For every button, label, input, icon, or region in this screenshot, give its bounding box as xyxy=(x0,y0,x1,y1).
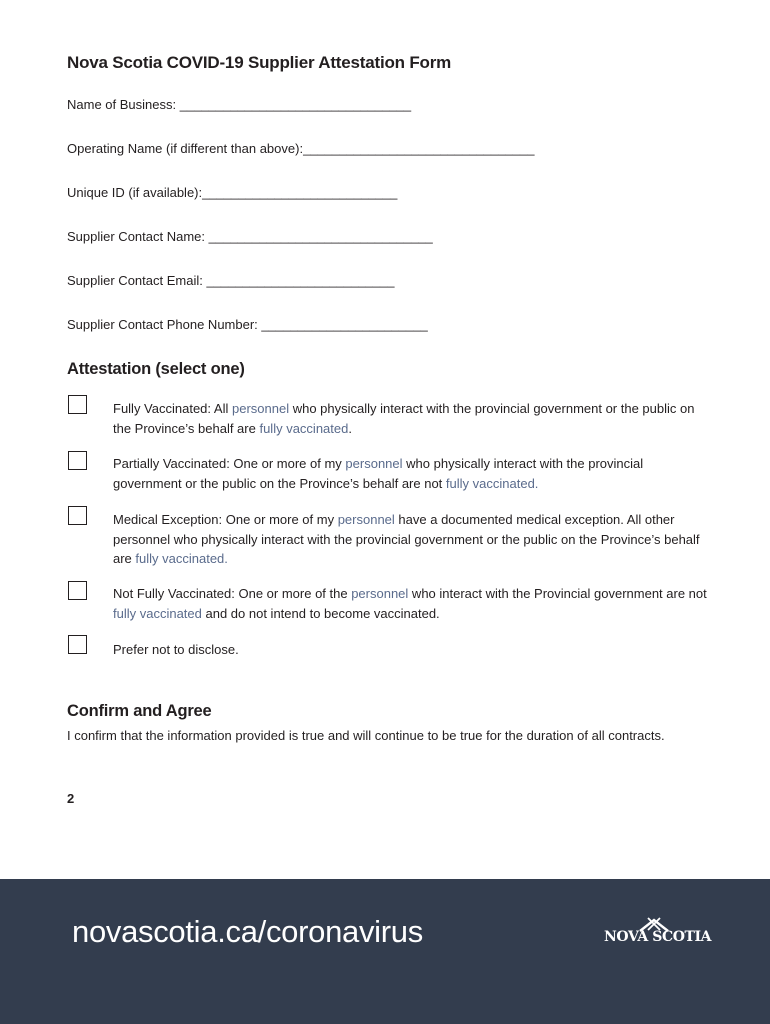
field-label: Supplier Contact Name: xyxy=(67,229,206,244)
field-line[interactable]: ___________________________ xyxy=(202,185,398,200)
field-business-name[interactable] xyxy=(67,97,411,112)
link-personnel: personnel xyxy=(345,456,403,471)
option-text: who interact with the Provincial government are not xyxy=(408,586,707,601)
option-text: Medical Exception: One or more of my xyxy=(113,512,338,527)
link-personnel: personnel xyxy=(351,586,409,601)
checkbox-medical-exception[interactable] xyxy=(68,506,87,525)
attestation-heading: Attestation (select one) xyxy=(67,360,245,378)
option-text: Prefer not to disclose. xyxy=(113,642,239,657)
footer-banner xyxy=(0,879,770,1024)
confirm-heading: Confirm and Agree xyxy=(67,702,212,720)
field-line[interactable]: ________________________________ xyxy=(303,141,535,156)
field-label: Unique ID (if available): xyxy=(67,185,203,200)
field-operating-name[interactable] xyxy=(67,141,534,156)
nova-scotia-logo xyxy=(604,917,712,949)
option-medical-exception xyxy=(113,510,713,569)
page-number: 2 xyxy=(67,791,75,806)
field-label: Operating Name (if different than above): xyxy=(67,141,304,156)
option-text: who physically interact with the provincial government or the public on the Province’s behalf are not xyxy=(113,456,644,491)
link-fully-vaccinated: fully vaccinated. xyxy=(445,475,539,491)
field-label: Name of Business: xyxy=(67,97,177,112)
field-contact-email[interactable] xyxy=(67,273,394,288)
option-text: who physically interact with the provincial government or the public on the Province’s behalf are xyxy=(113,401,695,436)
logo-wordmark: NOVA SCOTIA xyxy=(604,929,712,945)
checkbox-partially-vaccinated[interactable] xyxy=(68,451,87,470)
field-label: Supplier Contact Email: xyxy=(67,273,203,288)
option-fully-vaccinated xyxy=(113,399,713,438)
field-contact-name[interactable] xyxy=(67,229,433,244)
link-personnel: personnel xyxy=(231,401,290,416)
option-text: . xyxy=(348,420,352,436)
field-line[interactable]: ________________________________ xyxy=(179,97,412,112)
option-prefer-not-to-disclose xyxy=(113,640,713,660)
link-fully-vaccinated: fully vaccinated xyxy=(113,605,202,621)
checkbox-prefer-not-to-disclose[interactable] xyxy=(68,635,87,654)
footer-url-link[interactable]: novascotia.ca/coronavirus xyxy=(72,914,423,949)
checkbox-not-fully-vaccinated[interactable] xyxy=(68,581,87,600)
checkbox-fully-vaccinated[interactable] xyxy=(68,395,87,414)
confirm-text: I confirm that the information provided is true and will continue to be true for the duration of all contracts. xyxy=(67,728,665,743)
field-line[interactable]: __________________________ xyxy=(206,273,395,288)
option-not-fully-vaccinated xyxy=(113,584,713,623)
link-fully-vaccinated: fully vaccinated xyxy=(259,420,349,436)
field-label: Supplier Contact Phone Number: xyxy=(67,317,258,332)
option-text: Not Fully Vaccinated: One or more of the xyxy=(113,586,352,601)
field-contact-phone[interactable] xyxy=(67,317,428,332)
option-text: Fully Vaccinated: All xyxy=(113,401,232,416)
option-partially-vaccinated xyxy=(113,454,713,493)
page-title: Nova Scotia COVID-19 Supplier Attestation Form xyxy=(67,53,452,72)
field-unique-id[interactable] xyxy=(67,185,397,200)
option-text: Partially Vaccinated: One or more of my xyxy=(113,456,346,471)
field-line[interactable]: _______________________________ xyxy=(208,229,433,244)
field-line[interactable]: _______________________ xyxy=(261,317,428,332)
option-text: and do not intend to become vaccinated. xyxy=(201,605,440,621)
option-text: have a documented medical exception. All other personnel who physically interact with the provincial government or the public on the Province’s behalf are xyxy=(113,512,700,566)
link-fully-vaccinated: fully vaccinated. xyxy=(135,551,228,566)
link-personnel: personnel xyxy=(337,512,395,527)
